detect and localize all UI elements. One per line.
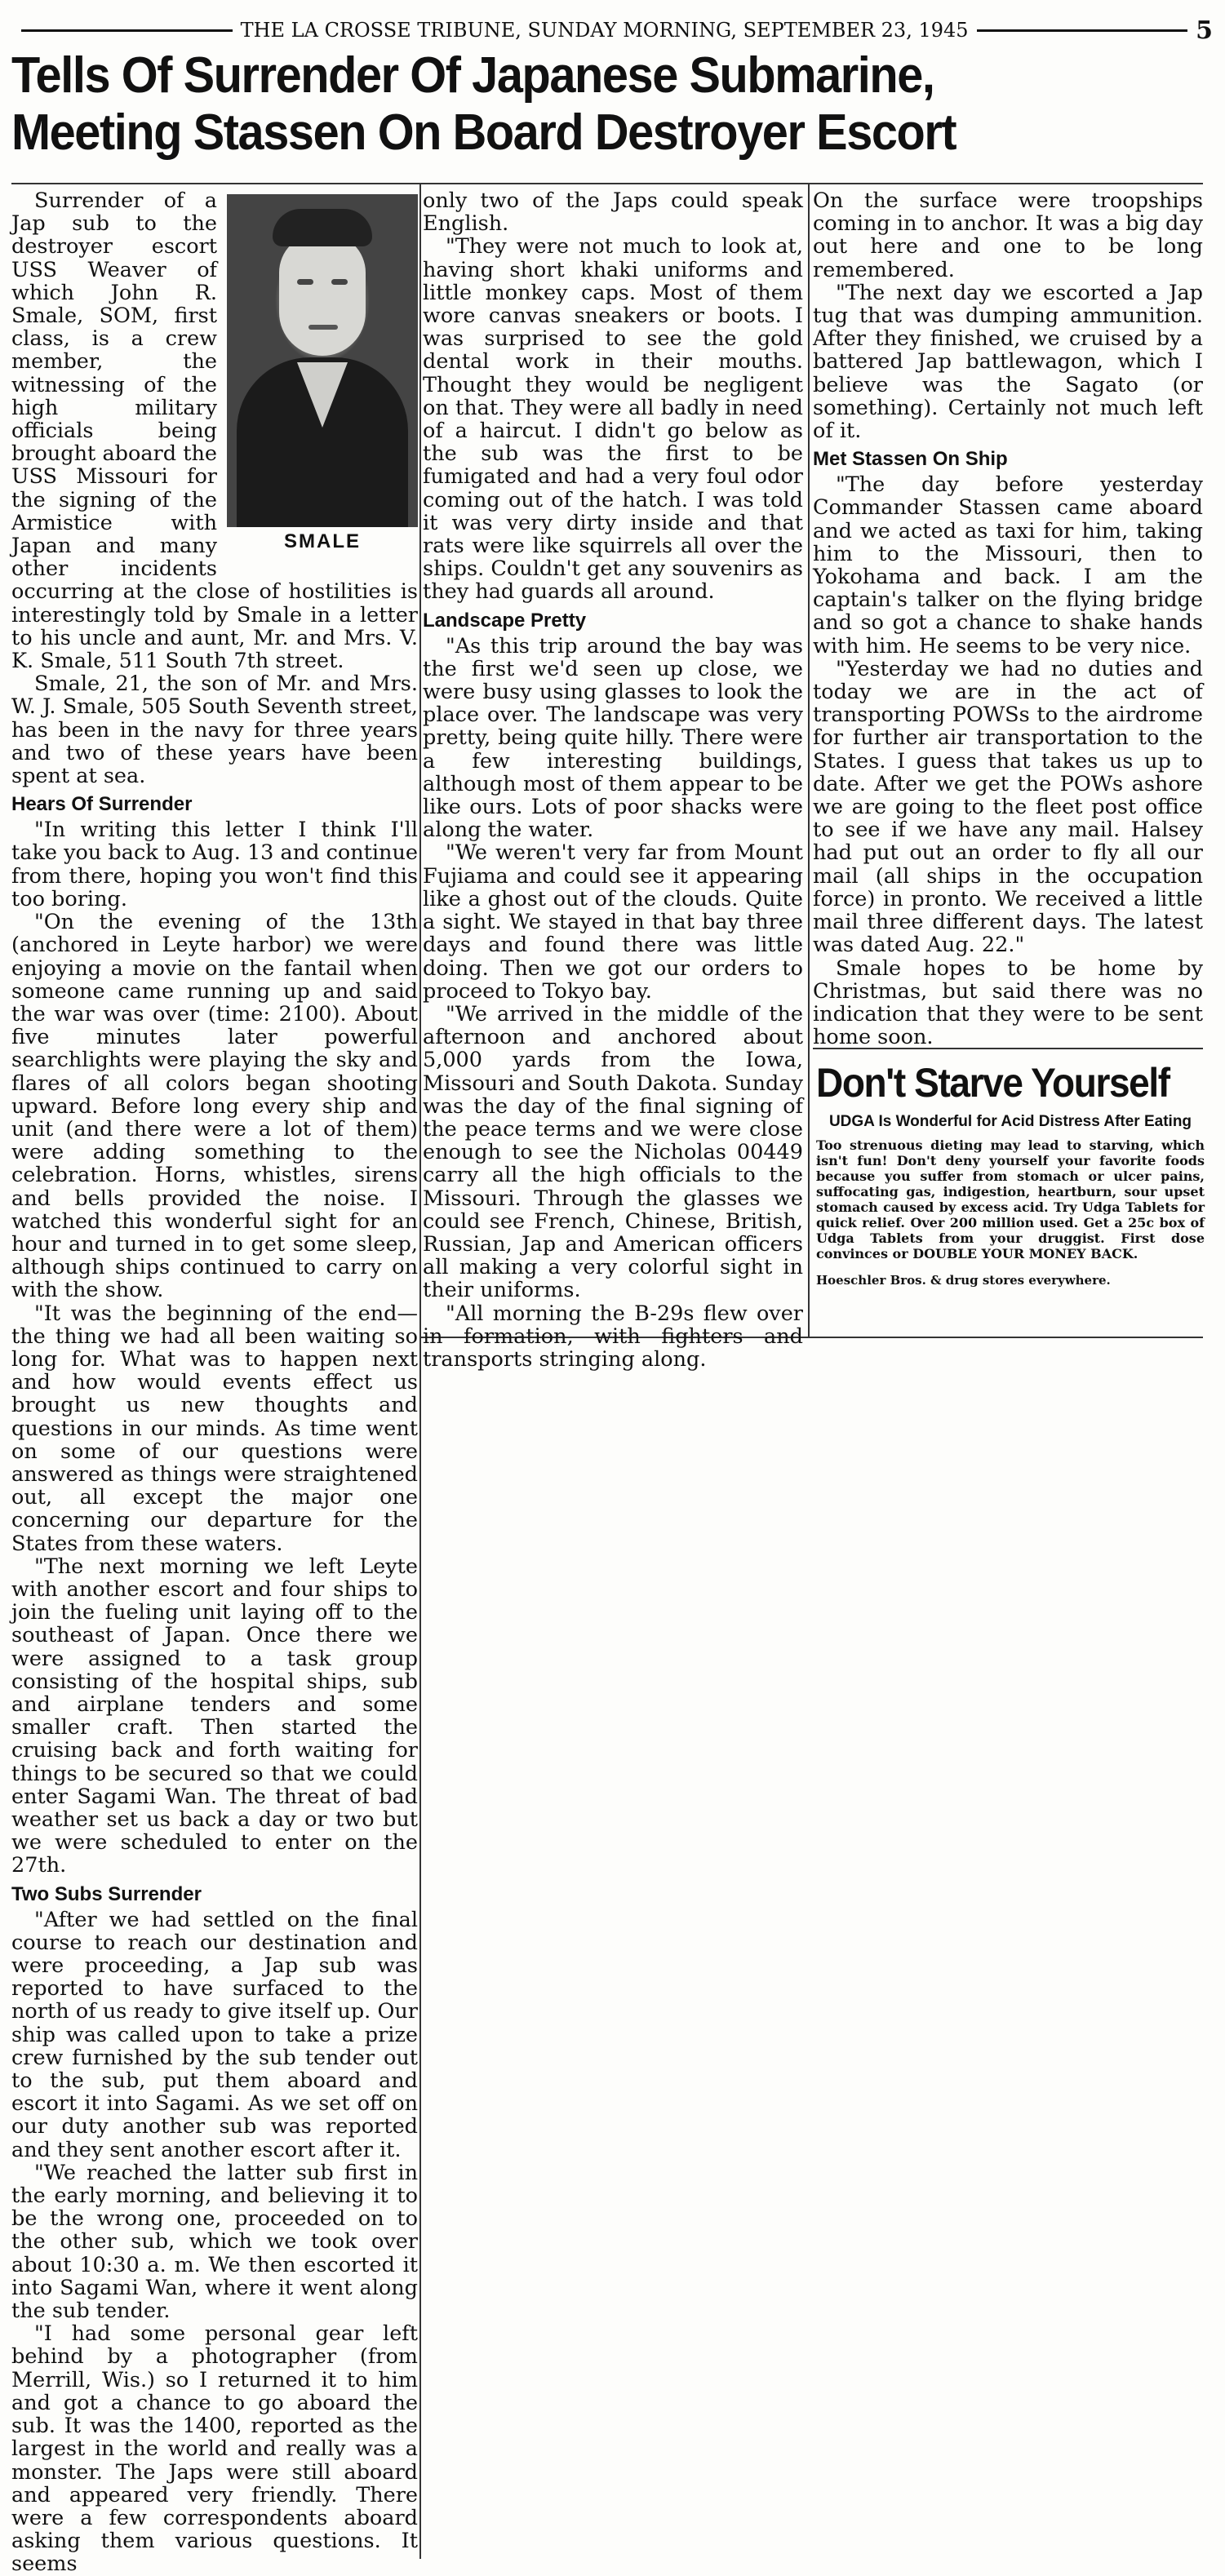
headline-rule <box>11 183 1203 184</box>
ad-footer: Hoeschler Bros. & drug stores everywhere. <box>816 1273 1111 1288</box>
paragraph: "We arrived in the middle of the afternoon and anchored about 5,000 yards from the Iowa, Missouri and South Dakota. Sunday was the day of the final signing of the peace terms and we were close enough to see the Nicholas 00449 carry all the high officials to the Missouri. Through the glasses we could see French, Chinese, British, Russian, Jap and American officers all making a very colorful sight in their uniforms. <box>423 1001 803 1303</box>
masthead-text: THE LA CROSSE TRIBUNE, SUNDAY MORNING, SEPTEMBER 23, 1945 <box>240 19 969 42</box>
column-rule-1 <box>419 184 421 2559</box>
paragraph: Smale, 21, the son of Mr. and Mrs. W. J. Smale, 505 South Seventh street, has been in the navy for three years and two of these years have been spent at sea. <box>11 672 418 789</box>
paragraph: "It was the beginning of the end—the thing we had all been waiting so long for. What was to happen next and how would events effect us brought us new thoughts and questions in our minds. As time went on some of our questions were answered as things were straightened out, all except the major one concerning our departure for the States from these waters. <box>11 1301 418 1556</box>
ad-body: Too strenuous dieting may lead to starving, which isn't fun! Don't deny yourself your favorite foods because you suffer from stomach or ulcer pains, suffocating gas, indigestion, heartburn, sour upset stomach caused by excess acid. Try Udga Tablets for quick relief. Over 200 million used. Get a 25c box of Udga Tablets from your druggist. First dose convinces or DOUBLE YOUR MONEY BACK. <box>816 1137 1205 1261</box>
paragraph: "On the evening of the 13th (anchored in Leyte harbor) we were enjoying a movie on the fantail when someone came running up and said the war was over (time: 2100). About five minutes later powerful searchlights were playing the sky and flares of all colors began shooting upward. Before long every ship and unit (and there were a lot of them) were adding something to the celebration. Horns, whistles, sirens and bells provided the noise. I watched this wonderful sight for an hour and turned in to get some sleep, although ships continued to carry on with the show. <box>11 910 418 1303</box>
paragraph: "All morning the B-29s flew over in formation, with fighters and transports stringing along. <box>423 1301 803 1372</box>
article-column-2 <box>423 188 803 1372</box>
paragraph: "We weren't very far from Mount Fujiama and could see it appearing like a ghost out of the clouds. Quite a sight. We stayed in that bay three days and found there was little doing. Then we got our orders to proceed to Tokyo bay. <box>423 840 803 1004</box>
paragraph: only two of the Japs could speak English. <box>423 188 803 237</box>
paragraph: "I had some personal gear left behind by a photographer (from Merrill, Wis.) so I returned it to him and got a chance to go aboard the sub. It was the 1400, reported as the largest in the world and really was a monster. The Japs were still aboard and appeared very friendly. There were a few correspondents aboard asking them various questions. It seems <box>11 2321 418 2576</box>
paragraph: "Yesterday we had no duties and today we are in the act of transporting POWSs to the airdrome for further air transportation to the States. I guess that takes us up to date. After we get the POWs ashore we are going to the fleet post office to see if we have any mail. Halsey had put out an order to fly all our mail (all ships in the occupation force) in pronto. We received a little mail three different days. The latest was dated Aug. 22." <box>813 656 1203 958</box>
paragraph: "As this trip around the bay was the first we'd seen up close, we were busy using glasses to look the place over. The landscape was very pretty, being quite hilly. There were a few interesting buildings, although most of them appear to be like ours. Lots of poor shacks were along the water. <box>423 633 803 843</box>
subheading: Met Stassen On Ship <box>813 448 1008 471</box>
portrait-photo <box>227 194 418 561</box>
subheading: Hears Of Surrender <box>11 793 193 816</box>
photo-caption: SMALE <box>284 530 361 552</box>
article-headline <box>11 47 1028 162</box>
paragraph: On the surface were troopships coming in to anchor. It was a big day out here and one to be long remembered. <box>813 188 1203 282</box>
paragraph: "The next morning we left Leyte with another escort and four ships to join the fueling unit laying off to the southeast of Japan. Once there we were assigned to a task group consisting of the hospital ships, sub and airplane tenders and some smaller craft. Then started the cruising back and forth waiting for things to be secured so that we could enter Sagami Wan. The threat of bad weather set us back a day or two but we were scheduled to enter on the 27th. <box>11 1554 418 1878</box>
page-number: 5 <box>1196 16 1213 45</box>
masthead-rule-left <box>21 29 233 32</box>
masthead-rule-right <box>977 29 1188 32</box>
portrait-image <box>227 194 418 527</box>
paragraph: Smale hopes to be home by Christmas, but said there was no indication that they were to be sent home soon. <box>813 955 1203 1050</box>
subheading: Two Subs Surrender <box>11 1882 202 1905</box>
subheading: Landscape Pretty <box>423 609 587 632</box>
advertisement <box>816 1057 1205 1328</box>
headline-line-2: Meeting Stassen On Board Destroyer Escort <box>11 104 956 161</box>
paragraph: "After we had settled on the final course to reach our destination and were proceeding, a Jap sub was reported to have surfaced to the north of us ready to give itself up. Our ship was called upon to take a prize crew furnished by the sub tender out to the sub, put them aboard and escort it into Sagami. As we set off on our duty another sub was reported and they sent another escort after it. <box>11 1907 418 2162</box>
paragraph: "The day before yesterday Commander Stassen came aboard and we acted as taxi for him, taking him to the Missouri, then to Yokohama and back. I am the captain's talker on the flying bridge and so got a chance to shake hands with him. He seems to be very nice. <box>813 472 1203 658</box>
ad-subtitle: UDGA Is Wonderful for Acid Distress After Eating <box>828 1113 1192 1130</box>
paragraph: "We reached the latter sub first in the early morning, and believing it to be the wrong one, proceeded on to the other sub, which we took over about 10:30 a. m. We then escorted it into Sagami Wan, where it went along the sub tender. <box>11 2160 418 2324</box>
ad-title: Don't Starve Yourself <box>816 1060 1170 1106</box>
paragraph: "In writing this letter I think I'll take you back to Aug. 13 and continue from there, hoping you won't find this too boring. <box>11 818 418 911</box>
headline-line-1: Tells Of Surrender Of Japanese Submarine, <box>11 47 934 104</box>
article-column-1 <box>11 188 418 2576</box>
article-column-3 <box>813 188 1203 1050</box>
paragraph: "The next day we escorted a Jap tug that was dumping ammunition. After they finished, we cruised by a battered Jap battlewagon, which I believe was the Sagato (or something). Certainly not much left of it. <box>813 280 1203 444</box>
paragraph: "They were not much to look at, having short khaki uniforms and little monkey caps. Most of them wore canvas sneakers or boots. I was surprised to see the gold dental work in their mouths. Thought they would be negligent on that. They were all badly in need of a haircut. I didn't go below as the sub was the first to be fumigated and had a very foul odor coming out of the hatch. I was told it was very dirty inside and that rats were like squirrels all over the ships. Couldn't get any souvenirs as they had guards all around. <box>423 234 803 605</box>
paragraph: Surrender of a Jap sub to the destroyer escort USS Weaver of which John R. Smale, SOM, first class, is a crew member, the witnessing of the high military officials being brought aboard the USS Missouri for the signing of the Armistice with Japan and many other incidents occurring at the close of hostilities is interestingly told by Smale in a letter to his uncle and aunt, Mr. and Mrs. V. K. Smale, 511 South 7th street. <box>11 188 418 674</box>
column-rule-2 <box>808 184 810 1337</box>
masthead <box>13 16 1213 44</box>
